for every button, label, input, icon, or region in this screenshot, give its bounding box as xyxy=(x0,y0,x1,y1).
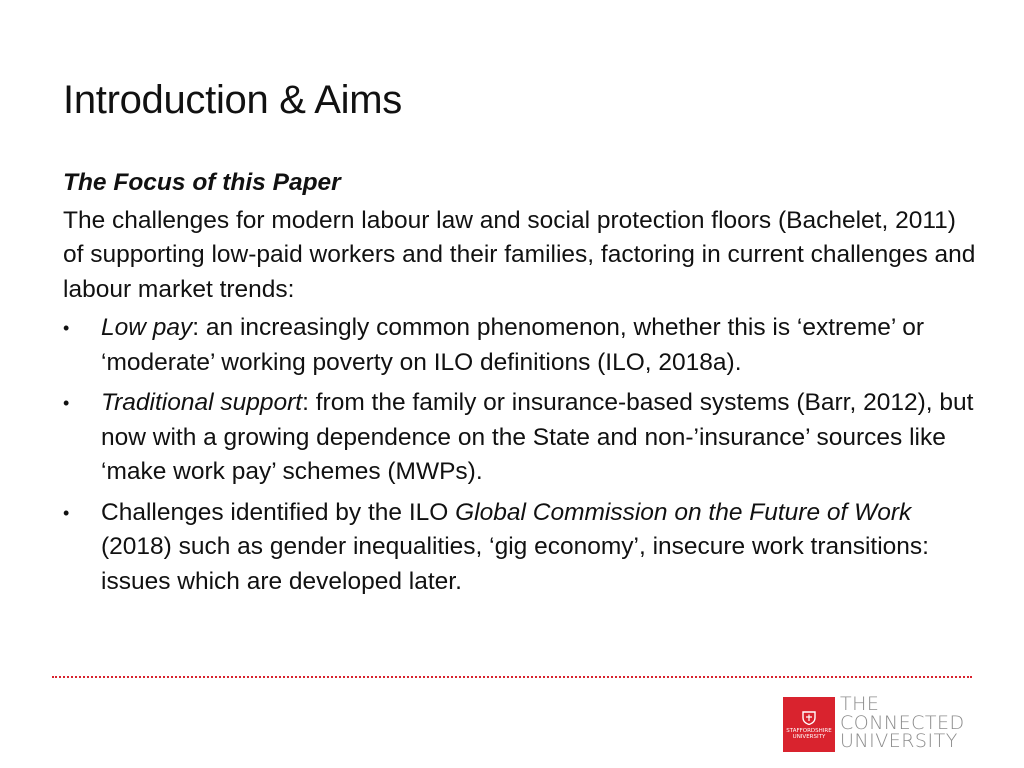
logo-text-line1: STAFFORDSHIRE xyxy=(786,728,832,734)
tagline-line: UNIVERSITY xyxy=(840,730,958,752)
bullet-text: : an increasingly common phenomenon, whether this is ‘extreme’ or ‘moderate’ working poverty on ILO definitions (ILO, 2018a). xyxy=(101,314,924,376)
intro-paragraph: The challenges for modern labour law and social protection floors (Bachelet, 2011) of supporting low-paid workers and their families, factoring in current challenges and labour market trends: xyxy=(63,206,976,303)
bullet-italic-title: Global Commission on the Future of Work xyxy=(455,498,912,526)
tagline-line: CONNECTED xyxy=(840,711,965,734)
bullet-item-traditional-support xyxy=(63,386,983,490)
slide-body xyxy=(63,166,983,605)
bullet-icon: • xyxy=(63,318,70,338)
university-logo xyxy=(783,697,835,752)
bullet-item-low-pay xyxy=(63,311,983,380)
crest-icon xyxy=(802,711,816,725)
bullet-icon: • xyxy=(63,393,70,413)
bullet-text: : from the family or insurance-based systems (Barr, 2012), but now with a growing dependence on the State and non-’insurance’ sources like ‘make work pay’ schemes (MWPs). xyxy=(101,389,974,485)
bullet-lead: Traditional support xyxy=(101,389,303,416)
logo-tagline xyxy=(840,695,965,751)
footer-divider xyxy=(52,676,972,678)
section-subheading: The Focus of this Paper xyxy=(63,169,341,196)
bullet-text: (2018) such as gender inequalities, ‘gig economy’, insecure work transitions: issues which are developed later. xyxy=(101,533,929,595)
bullet-text: Challenges identified by the ILO xyxy=(101,498,456,526)
bullet-icon: • xyxy=(63,502,70,523)
slide-title: Introduction & Aims xyxy=(63,78,402,122)
bullet-item-ilo-challenges xyxy=(63,496,983,600)
bullet-lead: Low pay xyxy=(101,314,193,341)
tagline-line: THE xyxy=(840,693,880,715)
bullet-list xyxy=(63,311,983,599)
logo-text-line2: UNIVERSITY xyxy=(792,734,826,740)
